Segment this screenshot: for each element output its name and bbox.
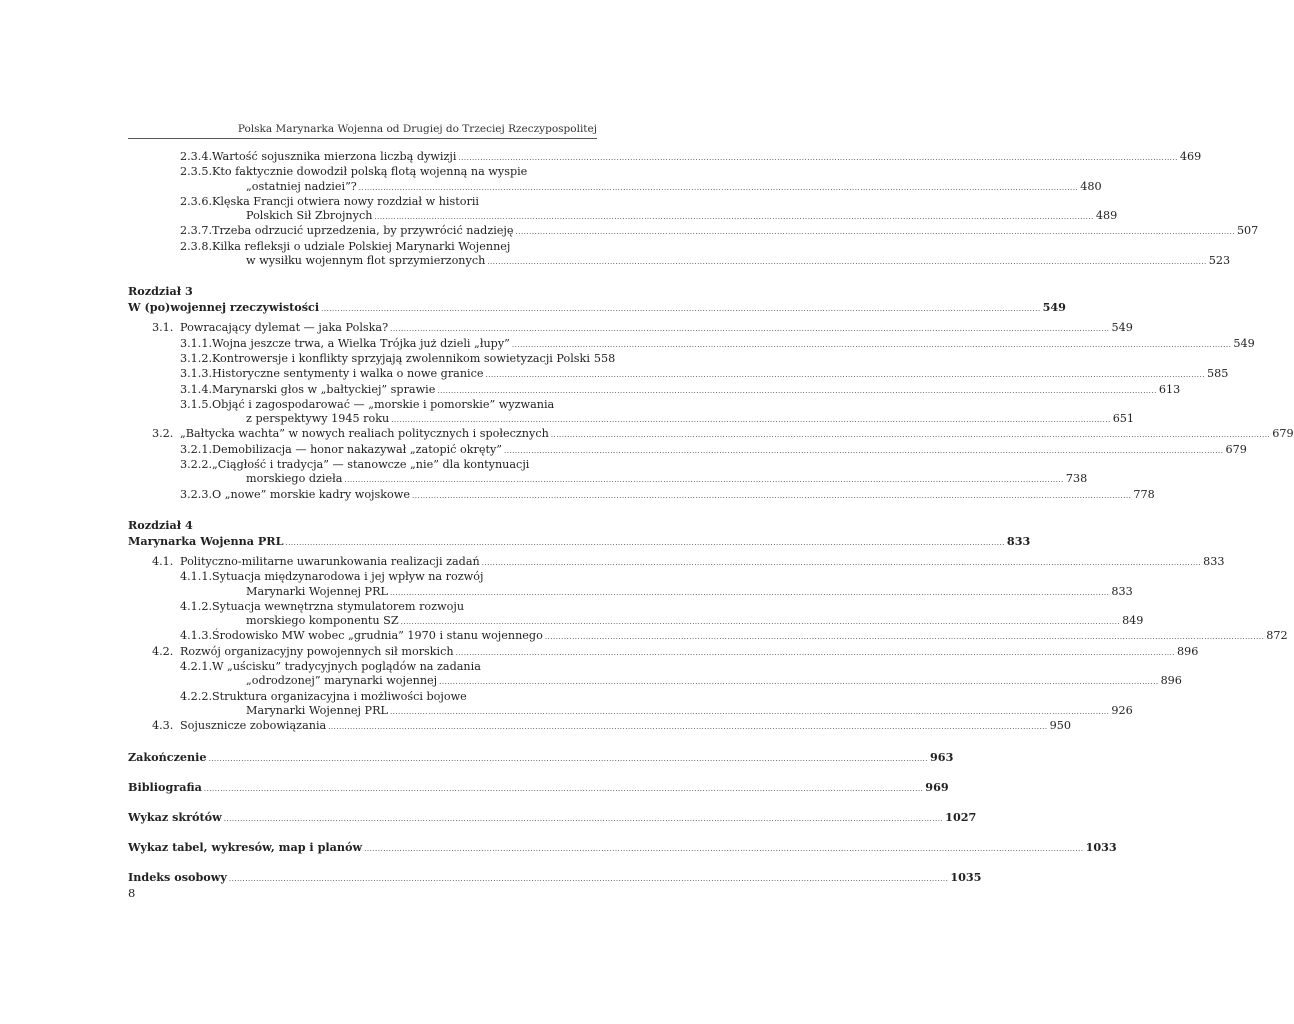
back-matter-title: Bibliografia <box>128 779 202 794</box>
toc-entry <box>128 165 1102 195</box>
entry-line <box>212 442 1247 458</box>
running-header: Polska Marynarka Wojenna od Drugiej do Trzeciej Rzeczypospolitej <box>237 123 597 135</box>
entry-text <box>212 487 1155 503</box>
dot-leader <box>401 615 1120 629</box>
entry-number: 4.1.2. <box>180 599 213 613</box>
entry-number: 4.2. <box>152 644 174 658</box>
dot-leader <box>229 871 948 887</box>
entry-title: „ostatniej nadziei”? <box>246 179 357 193</box>
entry-line <box>180 644 1199 660</box>
entry-text <box>212 336 1255 352</box>
entry-number: 2.3.4. <box>180 150 213 163</box>
dot-leader <box>437 384 1156 398</box>
entry-line <box>180 427 1294 442</box>
dot-leader <box>209 751 928 767</box>
toc-entry <box>128 570 1133 600</box>
entry-title: Rozwój organizacyjny powojennych sił morskich <box>180 644 454 658</box>
entry-page: 651 <box>1112 412 1135 426</box>
entry-line <box>212 703 1133 719</box>
entry-line: Kilka refleksji o udziale Polskiej Marynarki Wojennej <box>212 239 511 253</box>
entry-line <box>212 351 616 367</box>
entry-number: 2.3.7. <box>180 224 213 238</box>
entry-text <box>212 660 1182 690</box>
entry-line <box>212 179 1102 195</box>
toc-entry <box>128 239 1231 270</box>
entry-line <box>212 614 1144 629</box>
entry-page: 549 <box>1111 321 1133 335</box>
entry-number: 2.3.5. <box>180 165 213 179</box>
entry-page: 950 <box>1049 719 1071 733</box>
dot-leader <box>391 413 1110 427</box>
entry-number: 3.1. <box>152 321 174 335</box>
dot-leader <box>374 210 1093 224</box>
dot-leader <box>551 428 1270 442</box>
dot-leader <box>439 675 1158 689</box>
toc-entry <box>128 487 1155 503</box>
entry-line: Struktura organizacyjna i możliwości bojowe <box>212 689 467 703</box>
spacer <box>128 767 597 779</box>
dot-leader <box>359 181 1078 195</box>
entry-page: 778 <box>1133 487 1155 501</box>
entry-title: „odrodzonej” marynarki wojennej <box>246 674 438 688</box>
chapter-title-row <box>128 533 1031 551</box>
dot-leader <box>364 841 1083 857</box>
entry-text <box>212 689 1133 720</box>
toc-entry <box>128 397 1135 428</box>
dot-leader <box>285 535 1004 551</box>
dot-leader <box>516 225 1235 239</box>
entry-title: Trzeba odrzucić uprzedzenia, by przywrócić nadzieję <box>212 224 514 238</box>
entry-page: 489 <box>1095 209 1118 223</box>
entry-number: 4.2.2. <box>180 689 213 703</box>
entry-line: Klęska Francji otwiera nowy rozdział w historii <box>212 194 479 208</box>
entry-text <box>212 458 1088 488</box>
toc-entry <box>128 321 1133 336</box>
entry-number: 3.1.1. <box>180 336 213 350</box>
entry-page: 523 <box>1208 254 1231 268</box>
entry-number: 4.3. <box>152 719 174 733</box>
entry-text <box>180 719 1071 734</box>
toc-entry <box>128 367 1229 382</box>
entry-line: Kto faktycznie dowodził polską flotą wojenną na wyspie <box>212 165 528 179</box>
back-matter-row <box>128 809 977 827</box>
entry-line <box>212 254 1231 269</box>
dot-leader <box>390 322 1109 336</box>
toc-entry <box>128 719 1071 734</box>
entry-title: Sojusznicze zobowiązania <box>180 719 327 733</box>
entry-line <box>212 412 1135 427</box>
back-matter-title: Zakończenie <box>128 749 207 764</box>
dot-leader <box>204 781 923 797</box>
entry-text <box>180 321 1133 336</box>
dot-leader <box>390 586 1109 600</box>
toc-entry <box>128 382 1181 398</box>
spacer <box>128 269 597 283</box>
chapter-title: Marynarka Wojenna PRL <box>128 533 284 548</box>
entry-line <box>212 150 1202 165</box>
entry-text <box>180 554 1225 570</box>
toc-entry <box>128 336 1255 352</box>
entry-line: Objąć i zagospodarować — „morskie i pomorskie” wyzwania <box>212 397 555 411</box>
entry-line <box>212 367 1229 382</box>
entry-text <box>212 367 1229 382</box>
entry-text <box>180 644 1199 660</box>
entry-line <box>180 321 1133 336</box>
back-matter-page: 969 <box>925 779 949 794</box>
dot-leader <box>321 301 1040 317</box>
entry-text <box>212 150 1202 165</box>
entry-number: 3.2. <box>152 427 174 441</box>
spacer <box>128 735 597 749</box>
dot-leader <box>456 646 1175 660</box>
entry-line: W „uścisku” tradycyjnych poglądów na zadania <box>212 660 481 674</box>
table-of-contents <box>128 150 1294 887</box>
dot-leader <box>328 720 1047 734</box>
entry-title: Środowisko MW wobec „grudnia” 1970 i stanu wojennego <box>212 629 543 643</box>
toc-entry <box>128 194 1118 225</box>
entry-text <box>212 442 1247 458</box>
entry-page: 507 <box>1236 224 1259 238</box>
dot-leader <box>458 151 1177 165</box>
entry-title: Wojna jeszcze trwa, a Wielka Trójka już dzieli „łupy” <box>212 336 510 350</box>
entry-number: 3.1.5. <box>180 397 213 411</box>
entry-page: 679 <box>1225 442 1247 456</box>
dot-leader <box>545 630 1264 644</box>
back-matter-title: Indeks osobowy <box>128 869 227 884</box>
back-matter-row <box>128 869 982 887</box>
entry-text <box>212 351 616 367</box>
toc-entry <box>128 689 1133 720</box>
entry-title: Polskich Sił Zbrojnych <box>246 209 373 223</box>
entry-page: 833 <box>1111 584 1133 598</box>
entry-text <box>212 165 1102 195</box>
entry-text <box>212 629 1288 644</box>
toc-entry <box>128 554 1225 570</box>
back-matter-title: Wykaz tabel, wykresów, map i planów <box>128 839 363 854</box>
header-rule <box>128 138 597 139</box>
entry-number: 2.3.8. <box>180 239 213 253</box>
entry-title: morskiego komponentu SZ <box>246 614 399 628</box>
entry-text <box>212 382 1181 398</box>
toc-entry <box>128 458 1088 488</box>
entry-line <box>212 209 1118 224</box>
entry-text <box>212 397 1135 428</box>
back-matter-page: 1033 <box>1085 839 1117 854</box>
entry-page: 585 <box>1206 367 1229 381</box>
spacer <box>128 857 597 869</box>
dot-leader <box>482 556 1201 570</box>
entry-title: Wartość sojusznika mierzona liczbą dywizji <box>212 150 457 163</box>
dot-leader <box>512 338 1231 352</box>
back-matter-page: 1035 <box>950 869 982 884</box>
toc-entry <box>128 427 1294 442</box>
page-number: 8 <box>128 886 136 900</box>
chapter-title-row <box>128 299 1066 317</box>
entry-title: Marynarski głos w „bałtyckiej” sprawie <box>212 382 436 396</box>
toc-entry <box>128 150 1202 165</box>
back-matter-title: Wykaz skrótów <box>128 809 222 824</box>
entry-page: 872 <box>1266 629 1288 643</box>
entry-page: 480 <box>1080 179 1102 193</box>
entry-number: 4.1. <box>152 554 174 568</box>
entry-line: „Ciągłość i tradycja” — stanowcze „nie” dla kontynuacji <box>212 458 530 472</box>
entry-page: 926 <box>1111 703 1133 717</box>
entry-title: w wysiłku wojennym flot sprzymierzonych <box>246 254 486 268</box>
entry-number: 3.1.3. <box>180 367 213 381</box>
entry-line <box>212 487 1155 503</box>
entry-line <box>180 554 1225 570</box>
entry-title: Marynarki Wojennej PRL <box>246 703 388 717</box>
entry-line <box>212 336 1255 352</box>
entry-number: 4.1.1. <box>180 570 213 584</box>
entry-line <box>212 674 1182 689</box>
entry-line <box>212 382 1181 398</box>
entry-page: 679 <box>1272 427 1294 441</box>
entry-page: 896 <box>1177 644 1199 658</box>
entry-page: 849 <box>1122 614 1144 628</box>
dot-leader <box>344 473 1063 487</box>
entry-title: morskiego dzieła <box>246 472 343 486</box>
entry-title: Powracający dylemat — jaka Polska? <box>180 321 389 335</box>
entry-number: 3.2.1. <box>180 442 213 456</box>
entry-title: „Bałtycka wachta” w nowych realiach politycznych i społecznych <box>180 427 549 441</box>
spacer <box>128 827 597 839</box>
chapter-label: Rozdział 4 <box>128 517 193 532</box>
entry-title: Polityczno-militarne uwarunkowania realizacji zadań <box>180 554 480 568</box>
toc-entry <box>128 629 1288 644</box>
spacer <box>128 797 597 809</box>
entry-title: O „nowe” morskie kadry wojskowe <box>212 487 410 501</box>
entry-line <box>212 472 1088 487</box>
chapter-label: Rozdział 3 <box>128 284 193 299</box>
entry-text <box>212 194 1118 225</box>
back-matter-row <box>128 749 954 767</box>
entry-number: 3.1.4. <box>180 382 213 396</box>
dot-leader <box>390 705 1109 719</box>
entry-number: 3.1.2. <box>180 351 213 365</box>
entry-title: Historyczne sentymenty i walka o nowe granice <box>212 367 484 381</box>
entry-number: 4.2.1. <box>180 660 213 674</box>
entry-page: 613 <box>1158 382 1181 396</box>
entry-line <box>212 224 1259 239</box>
back-matter-page: 1027 <box>945 809 977 824</box>
dot-leader <box>504 444 1223 458</box>
toc-entry <box>128 599 1144 630</box>
toc-entry <box>128 442 1247 458</box>
toc-entry <box>128 351 616 367</box>
toc-entry <box>128 644 1199 660</box>
dot-leader <box>486 368 1205 382</box>
dot-leader <box>487 255 1206 269</box>
entry-number: 2.3.6. <box>180 194 213 208</box>
entry-page: 469 <box>1179 150 1202 163</box>
entry-title: Marynarki Wojennej PRL <box>246 584 388 598</box>
entry-line <box>212 629 1288 644</box>
entry-page: 549 <box>1233 336 1255 350</box>
chapter-page: 833 <box>1006 533 1031 548</box>
entry-number: 3.2.3. <box>180 487 213 501</box>
dot-leader <box>224 811 943 827</box>
entry-line: Sytuacja międzynarodowa i jej wpływ na rozwój <box>212 570 484 584</box>
entry-text <box>212 599 1144 630</box>
entry-title: Kontrowersje i konflikty sprzyjają zwolennikom sowietyzacji Polski <box>212 351 590 365</box>
entry-line <box>212 584 1133 600</box>
entry-page: 833 <box>1203 554 1225 568</box>
entry-number: 3.2.2. <box>180 458 213 472</box>
back-matter-row <box>128 839 1117 857</box>
entry-number: 4.1.3. <box>180 629 213 643</box>
entry-text <box>212 570 1133 600</box>
entry-text <box>180 427 1294 442</box>
entry-text <box>212 239 1231 270</box>
spacer <box>128 503 597 517</box>
entry-title: Demobilizacja — honor nakazywał „zatopić okręty” <box>212 442 503 456</box>
toc-entry <box>128 660 1182 690</box>
entry-page: 738 <box>1065 472 1088 486</box>
toc-entry <box>128 224 1259 239</box>
entry-page: 896 <box>1160 674 1182 688</box>
back-matter-page: 963 <box>930 749 954 764</box>
entry-page: 558 <box>593 351 616 365</box>
back-matter-row <box>128 779 949 797</box>
entry-title: z perspektywy 1945 roku <box>246 412 390 426</box>
entry-line <box>180 719 1071 734</box>
chapter-title: W (po)wojennej rzeczywistości <box>128 300 320 315</box>
entry-text <box>212 224 1259 239</box>
chapter-page: 549 <box>1042 300 1066 315</box>
dot-leader <box>412 489 1131 503</box>
entry-line: Sytuacja wewnętrzna stymulatorem rozwoju <box>212 599 465 613</box>
